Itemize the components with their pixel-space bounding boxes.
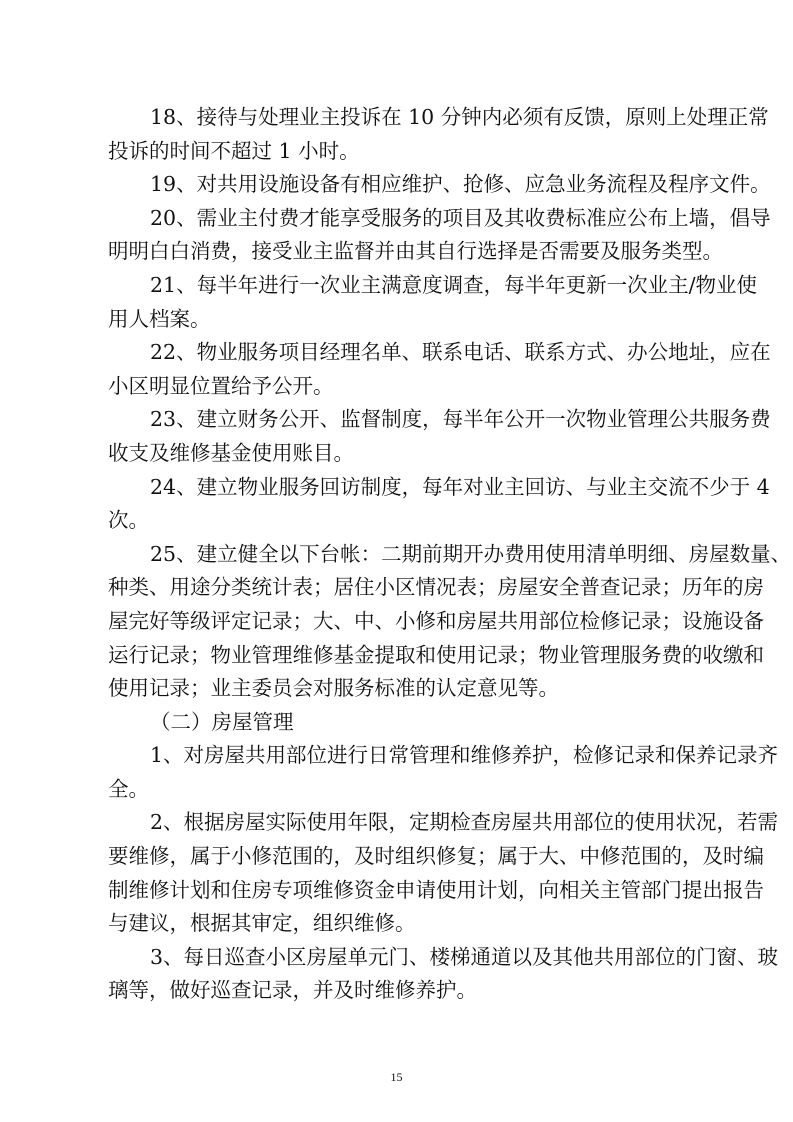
- paragraph: [108, 471, 770, 538]
- text-line: 投诉的时间不超过 1 小时。: [108, 138, 360, 163]
- text-line: 收支及维修基金使用账目。: [108, 440, 354, 465]
- text-line: 18、接待与处理业主投诉在 10 分钟内必须有反馈，原则上处理正常: [150, 105, 769, 129]
- paragraph: [108, 202, 771, 269]
- section-heading: [108, 706, 705, 740]
- text-line: 种类、用途分类统计表；居住小区情况表；房屋安全普查记录；历年的房: [108, 575, 764, 600]
- text-line: 制维修计划和住房专项维修资金申请使用计划，向相关主管部门提出报告: [108, 877, 764, 902]
- paragraph: [108, 806, 779, 940]
- text-line: 次。: [108, 508, 149, 533]
- text-line: 22、物业服务项目经理名单、联系电话、联系方式、办公地址，应在: [150, 340, 771, 365]
- text-line: 25、建立健全以下台帐：二期前期开办费用使用清单明细、房屋数量、: [150, 541, 792, 566]
- page-number: 15: [390, 1070, 403, 1084]
- text-line: 3、每日巡查小区房屋单元门、楼梯通道以及其他共用部位的门窗、玻: [150, 944, 779, 969]
- text-line: 小区明显位置给予公开。: [108, 373, 334, 398]
- text-line: 24、建立物业服务回访制度，每年对业主回访、与业主交流不少于 4: [150, 474, 770, 499]
- text-line: 运行记录；物业管理维修基金提取和使用记录；物业管理服务费的收缴和: [108, 642, 764, 667]
- paragraph: [108, 168, 771, 202]
- text-line: 19、对共用设施设备有相应维护、抢修、应急业务流程及程序文件。: [150, 172, 771, 197]
- text-line: 屋完好等级评定记录；大、中、小修和房屋共用部位检修记录；设施设备: [108, 608, 764, 633]
- text-line: 1、对房屋共用部位进行日常管理和维修养护，检修记录和保养记录齐: [150, 743, 779, 768]
- text-line: 与建议，根据其审定，组织维修。: [108, 911, 416, 936]
- text-line: 明明白白消费，接受业主监督并由其自行选择是否需要及服务类型。: [108, 239, 723, 264]
- paragraph: [108, 269, 757, 336]
- text-line: （二）房屋管理: [150, 709, 294, 734]
- paragraph: [108, 101, 769, 168]
- text-line: 使用记录；业主委员会对服务标准的认定意见等。: [108, 676, 559, 701]
- text-line: 用人档案。: [108, 306, 211, 331]
- document-body: [108, 101, 792, 1008]
- text-line: 21、每半年进行一次业主满意度调查，每半年更新一次业主/物业使: [150, 272, 757, 297]
- text-line: 全。: [108, 776, 149, 801]
- paragraph: [108, 336, 771, 403]
- paragraph: [108, 739, 779, 806]
- text-line: 璃等，做好巡查记录，并及时维修养护。: [108, 978, 477, 1003]
- text-line: 20、需业主付费才能享受服务的项目及其收费标准应公布上墙，倡导: [150, 205, 771, 230]
- paragraph: [108, 538, 792, 706]
- paragraph: [108, 403, 771, 470]
- text-line: 23、建立财务公开、监督制度，每半年公开一次物业管理公共服务费: [150, 407, 771, 432]
- paragraph: [108, 941, 779, 1008]
- text-line: 要维修，属于小修范围的，及时组织修复；属于大、中修范围的，及时编: [108, 844, 764, 869]
- text-line: 2、根据房屋实际使用年限，定期检查房屋共用部位的使用状况，若需: [150, 810, 779, 835]
